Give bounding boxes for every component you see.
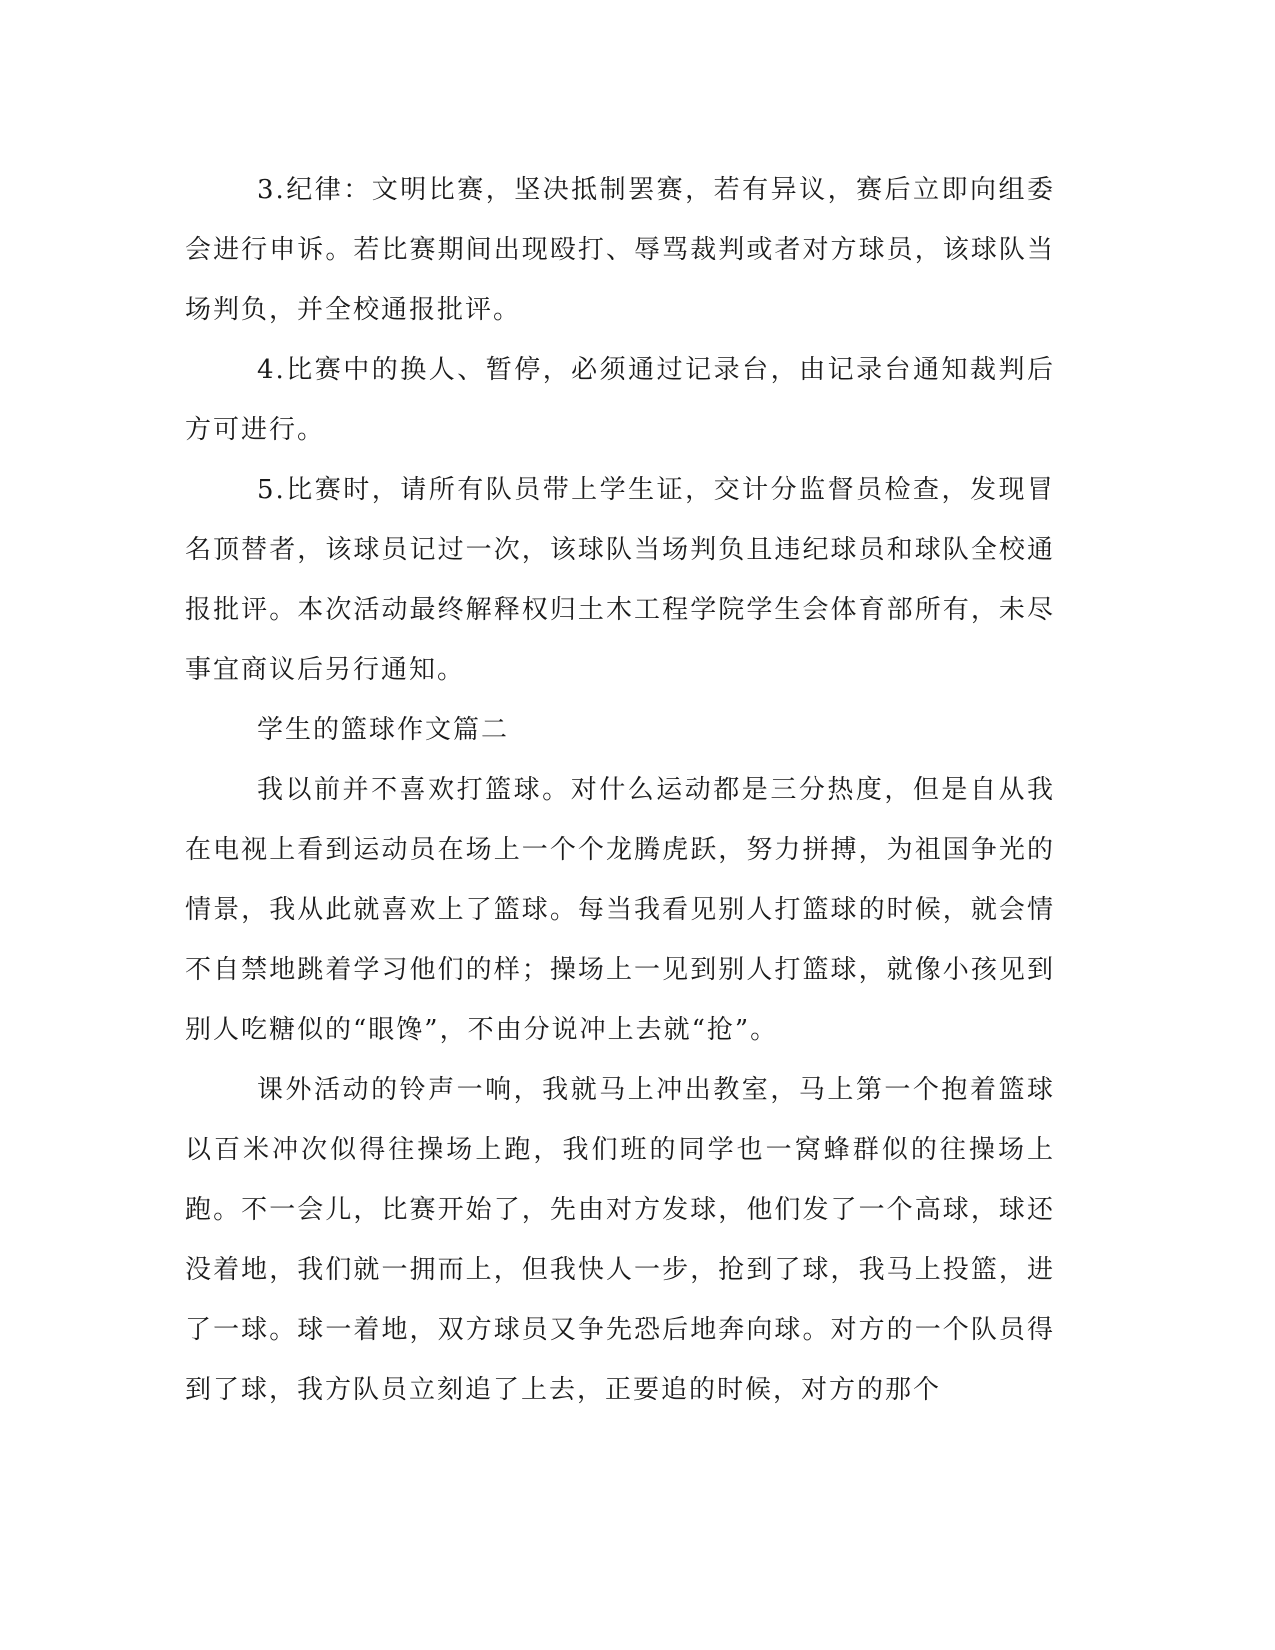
section-heading: 学生的篮球作文篇二 (257, 715, 510, 745)
paragraph-essay-intro: 我以前并不喜欢打篮球。对什么运动都是三分热度，但是自从我在电视上看到运动员在场上一个个龙腾虎跃，努力拼搏，为祖国争光的情景，我从此就喜欢上了篮球。每当我看见别人打篮球的时候，就会情不自禁地跳着学习他们的样；操场上一见到别人打篮球，就像小孩见到别人吃糖似的“眼馋”，不由分说冲上去就“抢”。 (185, 775, 1055, 1045)
document-body (185, 160, 1055, 1420)
paragraph-rule-4-substitution: 4.比赛中的换人、暂停，必须通过记录台，由记录台通知裁判后方可进行。 (185, 355, 1055, 445)
paragraph-rule-5-student-id: 5.比赛时，请所有队员带上学生证，交计分监督员检查，发现冒名顶替者，该球员记过一次，该球队当场判负且违纪球员和球队全校通报批评。本次活动最终解释权归土木工程学院学生会体育部所有，未尽事宜商议后另行通知。 (185, 475, 1055, 685)
paragraph-rule-3-discipline: 3.纪律：文明比赛，坚决抵制罢赛，若有异议，赛后立即向组委会进行申诉。若比赛期间出现殴打、辱骂裁判或者对方球员，该球队当场判负，并全校通报批评。 (185, 175, 1055, 325)
paragraph-essay-game: 课外活动的铃声一响，我就马上冲出教室，马上第一个抱着篮球以百米冲次似得往操场上跑，我们班的同学也一窝蜂群似的往操场上跑。不一会儿，比赛开始了，先由对方发球，他们发了一个高球，球还没着地，我们就一拥而上，但我快人一步，抢到了球，我马上投篮，进了一球。球一着地，双方球员又争先恐后地奔向球。对方的一个队员得到了球，我方队员立刻追了上去，正要追的时候，对方的那个 (185, 1075, 1055, 1405)
